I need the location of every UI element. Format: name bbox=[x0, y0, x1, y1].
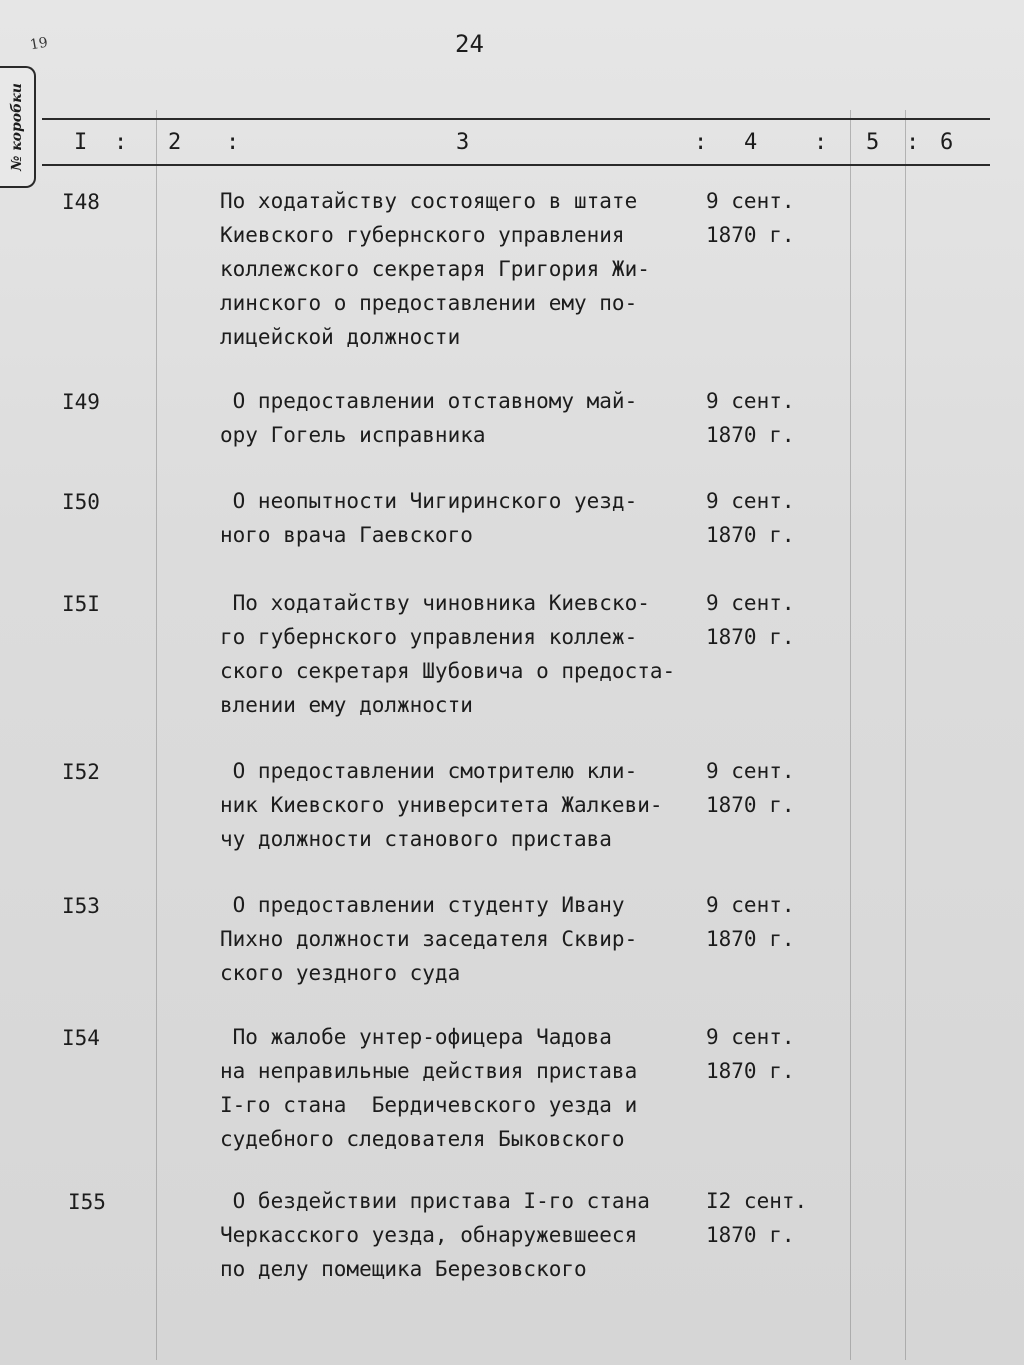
entry-date: 9 сент. 1870 г. bbox=[706, 389, 795, 447]
box-number-label: № коробки bbox=[9, 83, 25, 171]
entry-number: I48 bbox=[62, 190, 100, 214]
col-header-5: 5 bbox=[866, 130, 880, 155]
corner-mark: 19 bbox=[28, 34, 50, 54]
col-header-sep: : bbox=[694, 130, 708, 155]
entry-number: I5I bbox=[62, 592, 100, 616]
col-header-6: 6 bbox=[940, 130, 954, 155]
entry-number: I53 bbox=[62, 894, 100, 918]
entry-description: О предоставлении студенту Ивану Пихно должности заседателя Сквир- ского уездного суда bbox=[220, 893, 638, 985]
column-divider bbox=[156, 110, 157, 1360]
col-header-sep: : bbox=[114, 130, 128, 155]
entry-number: I50 bbox=[62, 490, 100, 514]
entry-number: I49 bbox=[62, 390, 100, 414]
entry-number: I54 bbox=[62, 1026, 100, 1050]
col-header-sep: : bbox=[226, 130, 240, 155]
entry-description: О предоставлении отставному май- ору Гогель исправника bbox=[220, 389, 638, 447]
col-header-sep: : bbox=[814, 130, 828, 155]
entry-date: 9 сент. 1870 г. bbox=[706, 759, 795, 817]
col-header-3: 3 bbox=[456, 130, 470, 155]
entry-description: По ходатайству состоящего в штате Киевского губернского управления коллежского секретаря Григория Жи- линского о предоставлении ему по- лицейской должности bbox=[220, 189, 650, 349]
entry-description: По ходатайству чиновника Киевско- го губернского управления коллеж- ского секретаря Шубовича о предоста- влении ему должности bbox=[220, 591, 676, 717]
col-header-2: 2 bbox=[168, 130, 182, 155]
page-number: 24 bbox=[455, 30, 484, 58]
entry-date: I2 сент. 1870 г. bbox=[706, 1189, 808, 1247]
column-divider bbox=[850, 110, 851, 1360]
entry-date: 9 сент. 1870 г. bbox=[706, 1025, 795, 1083]
entry-number: I55 bbox=[68, 1190, 106, 1214]
entry-date: 9 сент. 1870 г. bbox=[706, 189, 795, 247]
entry-description: О бездействии пристава I-го стана Черкасского уезда, обнаружевшееся по делу помещика Березовского bbox=[220, 1189, 650, 1281]
entry-date: 9 сент. 1870 г. bbox=[706, 489, 795, 547]
entry-date: 9 сент. 1870 г. bbox=[706, 893, 795, 951]
entry-number: I52 bbox=[62, 760, 100, 784]
box-number-tab bbox=[0, 66, 36, 188]
col-header-4: 4 bbox=[744, 130, 758, 155]
entry-description: О неопытности Чигиринского уезд- ного врача Гаевского bbox=[220, 489, 638, 547]
entry-description: По жалобе унтер-офицера Чадова на неправильные действия пристава I-го стана Бердичевского уезда и судебного следователя Быковского bbox=[220, 1025, 638, 1151]
header-rule-top bbox=[42, 118, 990, 120]
column-divider bbox=[905, 110, 906, 1360]
col-header-sep: : bbox=[906, 130, 920, 155]
entry-description: О предоставлении смотрителю кли- ник Киевского университета Жалкеви- чу должности станового пристава bbox=[220, 759, 663, 851]
header-rule-bottom bbox=[42, 164, 990, 166]
col-header-1: I bbox=[74, 130, 88, 155]
entry-date: 9 сент. 1870 г. bbox=[706, 591, 795, 649]
